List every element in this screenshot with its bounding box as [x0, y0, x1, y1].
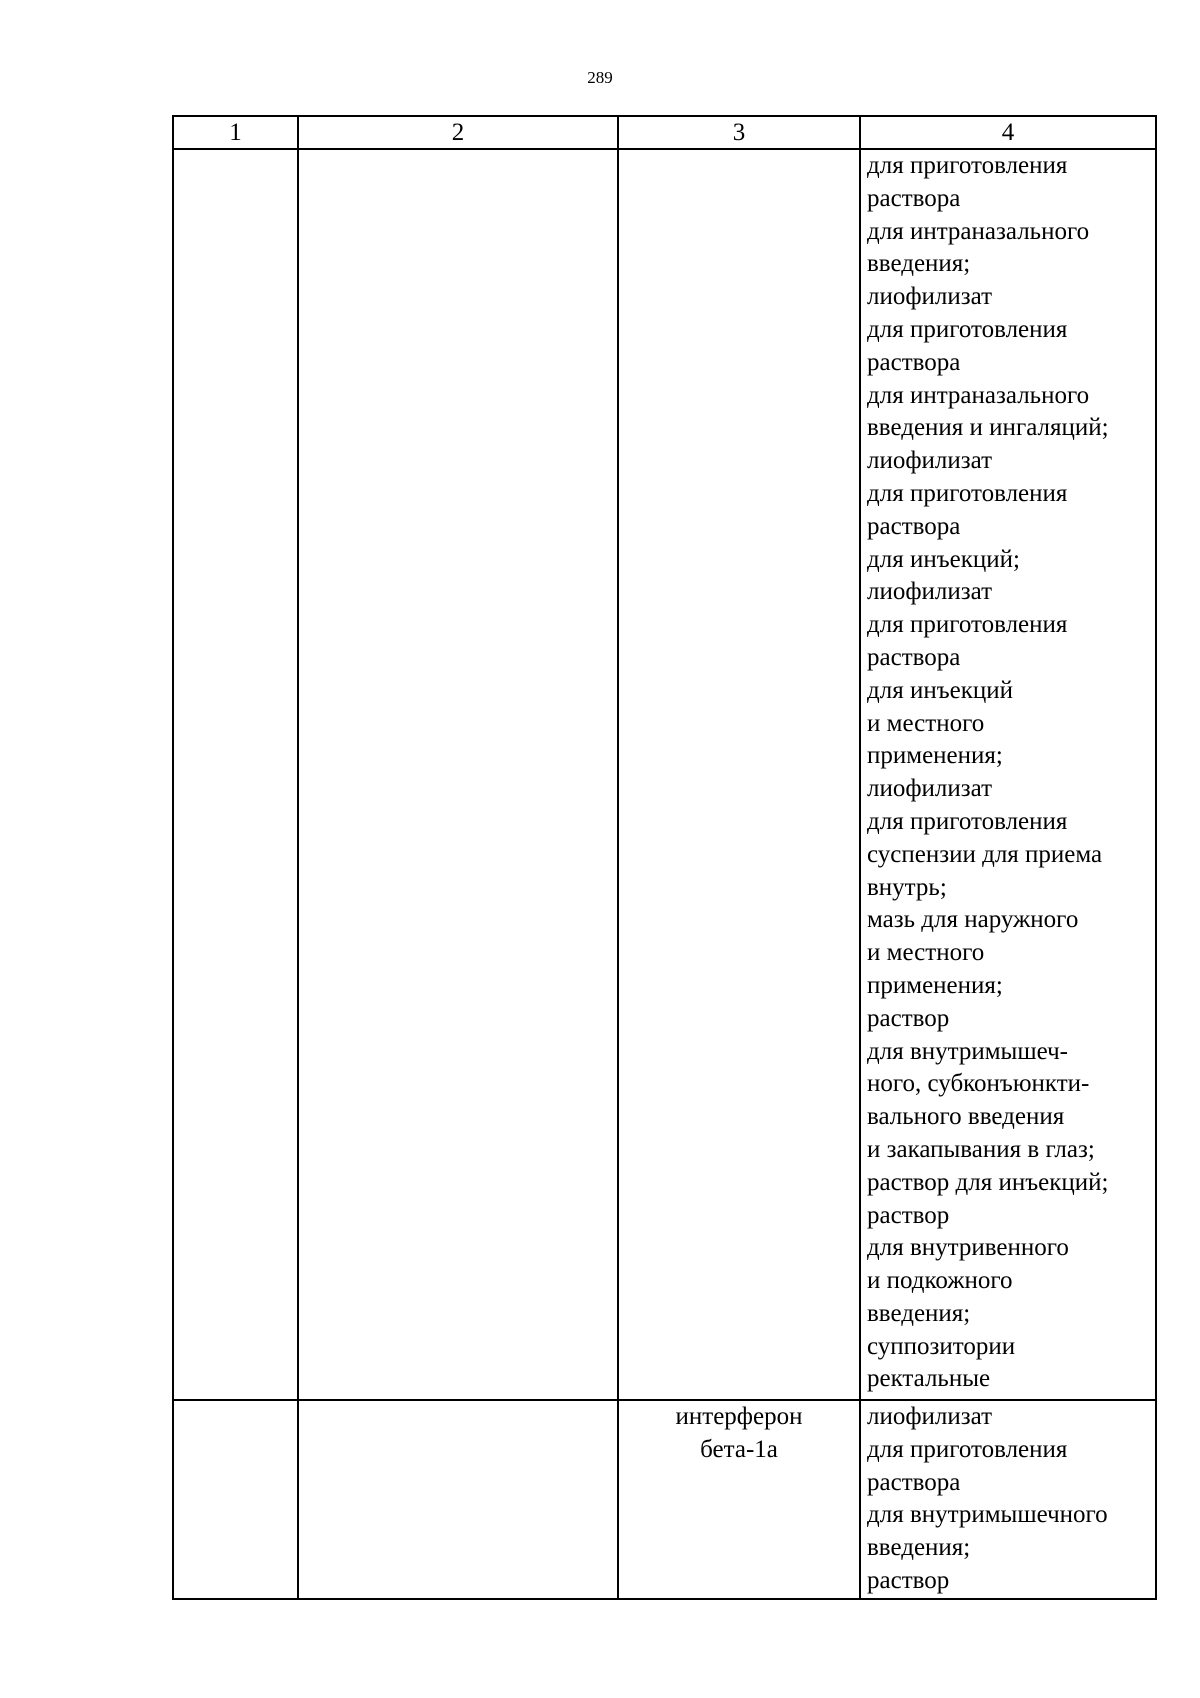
header-col-3: 3 — [618, 116, 860, 149]
header-col-2: 2 — [298, 116, 618, 149]
dosage-form-line: суспензии для приема — [867, 840, 1103, 868]
dosage-form-line: лиофилизат — [867, 283, 993, 311]
dosage-form-line: для приготовления — [867, 807, 1068, 835]
dosage-form-line: мазь для наружного — [867, 906, 1079, 934]
dosage-form-line: для интраназального — [867, 381, 1090, 409]
dosage-form-line: для приготовления — [867, 611, 1068, 639]
cell-col-1 — [173, 1400, 298, 1599]
page-number: 289 — [587, 68, 613, 87]
cell-col-3 — [618, 1400, 860, 1599]
dosage-form-line: внутрь; — [867, 873, 947, 901]
dosage-form-line: и подкожного — [867, 1267, 1013, 1295]
header-col-4: 4 — [860, 116, 1156, 149]
cell-col-1 — [173, 149, 298, 1400]
table-row — [173, 1400, 1156, 1599]
dosage-form-line: для приготовления — [867, 1435, 1068, 1463]
dosage-form-line: для инъекций — [867, 676, 1014, 704]
cell-col-2 — [298, 1400, 618, 1599]
header-row — [173, 116, 1156, 149]
dosage-form-line: для приготовления — [867, 152, 1068, 179]
dosage-form-line: раствор — [867, 1566, 950, 1594]
dosage-form-line: применения; — [867, 742, 1003, 770]
dosage-form-line: раствора — [867, 184, 961, 212]
cell-col-4 — [860, 1400, 1156, 1599]
dosage-form-line: раствор — [867, 1004, 950, 1032]
drug-name-line: бета-1а — [700, 1435, 778, 1463]
dosage-form-line: для внутримышеч- — [867, 1037, 1068, 1065]
dosage-form-line: раствора — [867, 348, 961, 376]
dosage-form-line: раствора — [867, 643, 961, 671]
dosage-form-line: и местного — [867, 939, 985, 967]
cell-col-3 — [618, 149, 860, 1400]
dosage-form-line: лиофилизат — [867, 447, 993, 475]
drug-name-line: интерферон — [675, 1403, 803, 1430]
cell-col-2 — [298, 149, 618, 1400]
dosage-form-line: для приготовления — [867, 315, 1068, 343]
dosage-form-line: для приготовления — [867, 479, 1068, 507]
dosage-form-line: применения; — [867, 971, 1003, 999]
dosage-form-line: лиофилизат — [867, 775, 993, 803]
dosage-form-line: суппозитории — [867, 1332, 1016, 1360]
dosage-form-line: и местного — [867, 709, 985, 737]
dosage-form-line: введения и ингаляций; — [867, 414, 1109, 442]
dosage-form-line: введения; — [867, 250, 971, 278]
dosage-form-line: лиофилизат — [867, 578, 993, 606]
dosage-form-line: для интраназального — [867, 217, 1090, 245]
dosage-form-line: раствора — [867, 1468, 961, 1496]
dosage-form-line: раствор — [867, 1201, 950, 1229]
dosage-form-line: ректальные — [867, 1365, 991, 1393]
dosage-form-line: вального введения — [867, 1103, 1065, 1131]
dosage-form-line: и закапывания в глаз; — [867, 1135, 1095, 1163]
drug-table — [172, 115, 1157, 1600]
dosage-form-line: лиофилизат — [867, 1403, 993, 1430]
dosage-form-line: раствора — [867, 512, 961, 540]
table-row — [173, 149, 1156, 1400]
dosage-form-line: введения; — [867, 1534, 971, 1562]
dosage-form-line: для инъекций; — [867, 545, 1020, 573]
cell-col-4 — [860, 149, 1156, 1400]
dosage-form-line: для внутривенного — [867, 1234, 1069, 1262]
dosage-form-line: для внутримышечного — [867, 1501, 1108, 1529]
dosage-form-line: ного, субконъюнкти- — [867, 1070, 1090, 1098]
dosage-form-line: введения; — [867, 1299, 971, 1327]
dosage-form-line: раствор для инъекций; — [867, 1168, 1109, 1196]
header-col-1: 1 — [173, 116, 298, 149]
